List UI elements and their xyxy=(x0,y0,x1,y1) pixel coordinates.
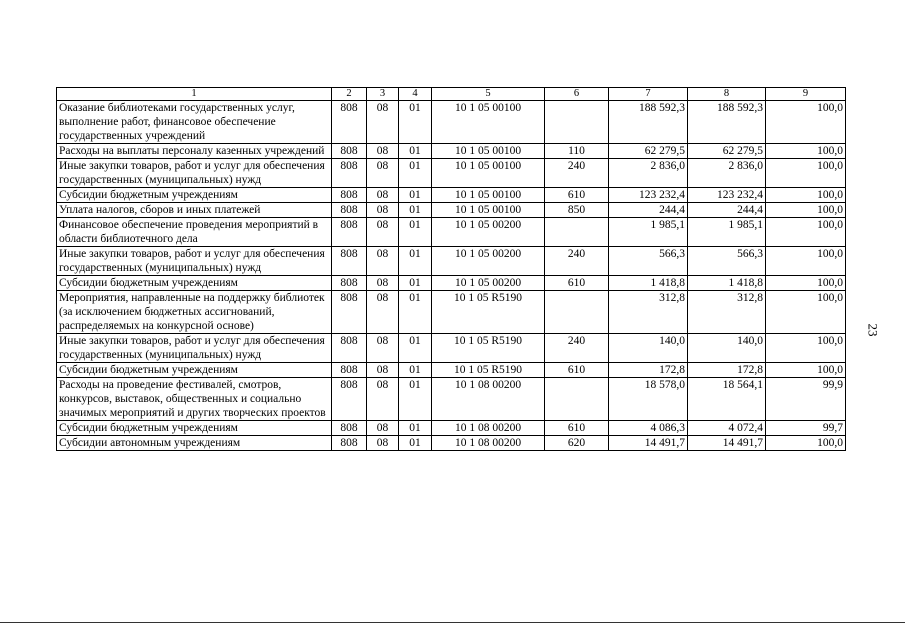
page-edge-line xyxy=(0,622,905,623)
table-row xyxy=(57,188,846,203)
cell-section: 08 xyxy=(367,188,399,203)
cell-code: 808 xyxy=(332,363,367,378)
table-row xyxy=(57,334,846,363)
row-name: Субсидии бюджетным учреждениям xyxy=(57,421,332,436)
cell-executed: 244,4 xyxy=(688,203,766,218)
cell-code: 808 xyxy=(332,218,367,247)
cell-code: 808 xyxy=(332,378,367,421)
cell-code: 808 xyxy=(332,247,367,276)
cell-planned: 1 418,8 xyxy=(609,276,688,291)
cell-target-article: 10 1 05 00100 xyxy=(432,188,545,203)
column-number-5: 5 xyxy=(432,88,545,101)
cell-section: 08 xyxy=(367,276,399,291)
page-number: 23 xyxy=(865,323,881,337)
cell-executed: 4 072,4 xyxy=(688,421,766,436)
table-row xyxy=(57,276,846,291)
column-number-9: 9 xyxy=(766,88,846,101)
cell-target-article: 10 1 08 00200 xyxy=(432,421,545,436)
cell-planned: 4 086,3 xyxy=(609,421,688,436)
column-number-6: 6 xyxy=(545,88,609,101)
cell-expense-type: 110 xyxy=(545,144,609,159)
row-name: Расходы на выплаты персоналу казенных учреждений xyxy=(57,144,332,159)
table-row xyxy=(57,203,846,218)
cell-target-article: 10 1 05 00100 xyxy=(432,159,545,188)
cell-code: 808 xyxy=(332,144,367,159)
cell-code: 808 xyxy=(332,159,367,188)
cell-planned: 244,4 xyxy=(609,203,688,218)
row-name: Субсидии автономным учреждениям xyxy=(57,436,332,451)
row-name: Субсидии бюджетным учреждениям xyxy=(57,363,332,378)
column-number-1: 1 xyxy=(57,88,332,101)
cell-target-article: 10 1 05 00100 xyxy=(432,101,545,144)
row-name: Мероприятия, направленные на поддержку библиотек (за исключением бюджетных ассигнований, распределяемых на конкурсной основе) xyxy=(57,291,332,334)
table-row xyxy=(57,159,846,188)
cell-section: 08 xyxy=(367,247,399,276)
cell-section: 08 xyxy=(367,144,399,159)
cell-percent: 100,0 xyxy=(766,159,846,188)
cell-expense-type xyxy=(545,101,609,144)
cell-planned: 62 279,5 xyxy=(609,144,688,159)
cell-section: 08 xyxy=(367,363,399,378)
cell-target-article: 10 1 05 00200 xyxy=(432,276,545,291)
row-name: Иные закупки товаров, работ и услуг для обеспечения государственных (муниципальных) нужд xyxy=(57,159,332,188)
table-row xyxy=(57,363,846,378)
cell-expense-type: 240 xyxy=(545,247,609,276)
cell-subsection: 01 xyxy=(399,101,432,144)
cell-expense-type: 610 xyxy=(545,276,609,291)
cell-target-article: 10 1 05 R5190 xyxy=(432,363,545,378)
cell-planned: 188 592,3 xyxy=(609,101,688,144)
cell-target-article: 10 1 05 R5190 xyxy=(432,291,545,334)
cell-expense-type xyxy=(545,378,609,421)
table-row xyxy=(57,421,846,436)
cell-executed: 62 279,5 xyxy=(688,144,766,159)
row-name: Иные закупки товаров, работ и услуг для обеспечения государственных (муниципальных) нужд xyxy=(57,247,332,276)
cell-executed: 172,8 xyxy=(688,363,766,378)
cell-percent: 100,0 xyxy=(766,363,846,378)
cell-expense-type: 620 xyxy=(545,436,609,451)
cell-code: 808 xyxy=(332,188,367,203)
cell-code: 808 xyxy=(332,276,367,291)
cell-expense-type xyxy=(545,218,609,247)
cell-section: 08 xyxy=(367,101,399,144)
table-row xyxy=(57,101,846,144)
cell-percent: 100,0 xyxy=(766,144,846,159)
cell-section: 08 xyxy=(367,378,399,421)
cell-executed: 1 418,8 xyxy=(688,276,766,291)
cell-target-article: 10 1 08 00200 xyxy=(432,436,545,451)
cell-executed: 188 592,3 xyxy=(688,101,766,144)
cell-section: 08 xyxy=(367,203,399,218)
column-number-3: 3 xyxy=(367,88,399,101)
cell-target-article: 10 1 05 00200 xyxy=(432,247,545,276)
cell-subsection: 01 xyxy=(399,436,432,451)
cell-code: 808 xyxy=(332,291,367,334)
column-number-4: 4 xyxy=(399,88,432,101)
cell-percent: 100,0 xyxy=(766,188,846,203)
cell-expense-type: 610 xyxy=(545,421,609,436)
cell-section: 08 xyxy=(367,159,399,188)
cell-planned: 2 836,0 xyxy=(609,159,688,188)
cell-executed: 566,3 xyxy=(688,247,766,276)
table-row xyxy=(57,291,846,334)
cell-subsection: 01 xyxy=(399,144,432,159)
cell-planned: 14 491,7 xyxy=(609,436,688,451)
cell-planned: 1 985,1 xyxy=(609,218,688,247)
table-row xyxy=(57,436,846,451)
cell-subsection: 01 xyxy=(399,291,432,334)
cell-executed: 14 491,7 xyxy=(688,436,766,451)
cell-expense-type: 610 xyxy=(545,188,609,203)
cell-target-article: 10 1 05 00200 xyxy=(432,218,545,247)
cell-percent: 100,0 xyxy=(766,276,846,291)
cell-subsection: 01 xyxy=(399,203,432,218)
row-name: Расходы на проведение фестивалей, смотров, конкурсов, выставок, общественных и социально значимых мероприятий и других творческих проектов xyxy=(57,378,332,421)
cell-percent: 99,9 xyxy=(766,378,846,421)
row-name: Субсидии бюджетным учреждениям xyxy=(57,276,332,291)
cell-planned: 172,8 xyxy=(609,363,688,378)
table-body xyxy=(57,101,846,451)
cell-expense-type: 240 xyxy=(545,159,609,188)
cell-executed: 140,0 xyxy=(688,334,766,363)
cell-section: 08 xyxy=(367,291,399,334)
cell-subsection: 01 xyxy=(399,159,432,188)
column-number-8: 8 xyxy=(688,88,766,101)
budget-table xyxy=(56,87,846,451)
cell-section: 08 xyxy=(367,334,399,363)
row-name: Иные закупки товаров, работ и услуг для обеспечения государственных (муниципальных) нужд xyxy=(57,334,332,363)
row-name: Субсидии бюджетным учреждениям xyxy=(57,188,332,203)
cell-executed: 1 985,1 xyxy=(688,218,766,247)
row-name: Финансовое обеспечение проведения мероприятий в области библиотечного дела xyxy=(57,218,332,247)
cell-subsection: 01 xyxy=(399,334,432,363)
table-row xyxy=(57,144,846,159)
cell-expense-type: 850 xyxy=(545,203,609,218)
cell-subsection: 01 xyxy=(399,421,432,436)
table-row xyxy=(57,218,846,247)
cell-percent: 100,0 xyxy=(766,101,846,144)
cell-code: 808 xyxy=(332,101,367,144)
cell-percent: 100,0 xyxy=(766,203,846,218)
cell-code: 808 xyxy=(332,436,367,451)
cell-percent: 100,0 xyxy=(766,334,846,363)
cell-executed: 123 232,4 xyxy=(688,188,766,203)
cell-code: 808 xyxy=(332,334,367,363)
cell-expense-type: 240 xyxy=(545,334,609,363)
cell-code: 808 xyxy=(332,203,367,218)
column-number-2: 2 xyxy=(332,88,367,101)
cell-subsection: 01 xyxy=(399,218,432,247)
cell-expense-type: 610 xyxy=(545,363,609,378)
cell-subsection: 01 xyxy=(399,188,432,203)
column-number-row xyxy=(57,88,846,101)
row-name: Оказание библиотеками государственных услуг, выполнение работ, финансовое обеспечение государственных учреждений xyxy=(57,101,332,144)
cell-planned: 140,0 xyxy=(609,334,688,363)
cell-target-article: 10 1 05 00100 xyxy=(432,144,545,159)
cell-expense-type xyxy=(545,291,609,334)
cell-subsection: 01 xyxy=(399,247,432,276)
cell-section: 08 xyxy=(367,218,399,247)
cell-planned: 123 232,4 xyxy=(609,188,688,203)
table-row xyxy=(57,378,846,421)
cell-subsection: 01 xyxy=(399,276,432,291)
cell-percent: 100,0 xyxy=(766,436,846,451)
cell-percent: 100,0 xyxy=(766,291,846,334)
cell-executed: 312,8 xyxy=(688,291,766,334)
cell-executed: 18 564,1 xyxy=(688,378,766,421)
cell-percent: 99,7 xyxy=(766,421,846,436)
cell-planned: 18 578,0 xyxy=(609,378,688,421)
cell-target-article: 10 1 05 00100 xyxy=(432,203,545,218)
cell-section: 08 xyxy=(367,436,399,451)
cell-percent: 100,0 xyxy=(766,247,846,276)
column-number-7: 7 xyxy=(609,88,688,101)
row-name: Уплата налогов, сборов и иных платежей xyxy=(57,203,332,218)
cell-percent: 100,0 xyxy=(766,218,846,247)
cell-subsection: 01 xyxy=(399,378,432,421)
table-row xyxy=(57,247,846,276)
cell-target-article: 10 1 05 R5190 xyxy=(432,334,545,363)
cell-planned: 566,3 xyxy=(609,247,688,276)
cell-section: 08 xyxy=(367,421,399,436)
cell-code: 808 xyxy=(332,421,367,436)
cell-subsection: 01 xyxy=(399,363,432,378)
cell-executed: 2 836,0 xyxy=(688,159,766,188)
cell-target-article: 10 1 08 00200 xyxy=(432,378,545,421)
cell-planned: 312,8 xyxy=(609,291,688,334)
